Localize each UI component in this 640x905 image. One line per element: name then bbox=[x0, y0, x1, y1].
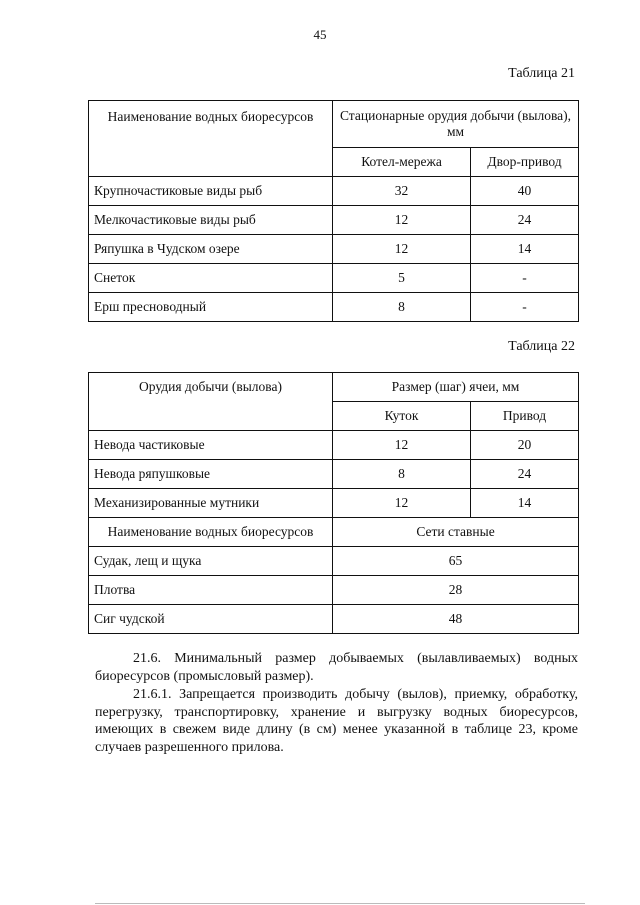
table-cell-name: Судак, лещ и щука bbox=[89, 547, 333, 576]
table-row bbox=[89, 206, 579, 235]
table-22-second-name-header: Наименование водных биоресурсов bbox=[89, 518, 333, 547]
page-bottom-divider bbox=[95, 903, 585, 904]
table-cell-value: 48 bbox=[333, 605, 579, 634]
table-cell-value: 24 bbox=[471, 460, 579, 489]
table-22-subheader: Привод bbox=[471, 402, 579, 431]
table-cell-name: Снеток bbox=[89, 264, 333, 293]
table-cell-value: - bbox=[471, 293, 579, 322]
table-21 bbox=[88, 100, 579, 322]
table-row bbox=[89, 293, 579, 322]
table-cell-value: 20 bbox=[471, 431, 579, 460]
table-cell-value: 14 bbox=[471, 235, 579, 264]
table-row bbox=[89, 576, 579, 605]
table-cell-value: 24 bbox=[471, 206, 579, 235]
table-cell-value: 40 bbox=[471, 177, 579, 206]
table-cell-name: Плотва bbox=[89, 576, 333, 605]
table-cell-name: Мелкочастиковые виды рыб bbox=[89, 206, 333, 235]
table-cell-name: Сиг чудской bbox=[89, 605, 333, 634]
table-cell-value: 8 bbox=[333, 460, 471, 489]
table-21-subheader: Двор-привод bbox=[471, 148, 579, 177]
table-22-name-header: Орудия добычи (вылова) bbox=[89, 373, 333, 431]
table-cell-value: 12 bbox=[333, 206, 471, 235]
page-number: 45 bbox=[313, 27, 327, 42]
table-cell-name: Крупночастиковые виды рыб bbox=[89, 177, 333, 206]
paragraph-21-6-1: 21.6.1. Запрещается производить добычу (вылов), приемку, обработку, перегрузку, транспортировку, хранение и выгрузку водных биоресурсов, имеющих в свежем виде длину (в см) менее указанной в таблице 23, кроме случаев разрешенного прилова. bbox=[95, 687, 578, 755]
table-row bbox=[89, 177, 579, 206]
table-cell-name: Невода частиковые bbox=[89, 431, 333, 460]
table-cell-name: Механизированные мутники bbox=[89, 489, 333, 518]
table-22-second-group-header: Сети ставные bbox=[333, 518, 579, 547]
paragraph-21-6: 21.6. Минимальный размер добываемых (вылавливаемых) водных биоресурсов (промысловый размер). bbox=[95, 651, 578, 684]
table-cell-name: Ряпушка в Чудском озере bbox=[89, 235, 333, 264]
table-row bbox=[89, 460, 579, 489]
table-cell-value: 5 bbox=[333, 264, 471, 293]
table-row bbox=[89, 547, 579, 576]
table-cell-value: - bbox=[471, 264, 579, 293]
table-cell-value: 28 bbox=[333, 576, 579, 605]
table-cell-name: Ерш пресноводный bbox=[89, 293, 333, 322]
table-cell-value: 65 bbox=[333, 547, 579, 576]
table-cell-name: Невода ряпушковые bbox=[89, 460, 333, 489]
table-21-name-header: Наименование водных биоресурсов bbox=[89, 101, 333, 177]
table-21-subheader: Котел-мережа bbox=[333, 148, 471, 177]
table-22-subheader: Куток bbox=[333, 402, 471, 431]
table-cell-value: 8 bbox=[333, 293, 471, 322]
table-cell-value: 14 bbox=[471, 489, 579, 518]
table-row bbox=[89, 605, 579, 634]
table-row bbox=[89, 489, 579, 518]
table-row bbox=[89, 264, 579, 293]
table-22 bbox=[88, 372, 579, 634]
table-row bbox=[89, 235, 579, 264]
table-cell-value: 12 bbox=[333, 431, 471, 460]
table-cell-value: 12 bbox=[333, 235, 471, 264]
table-cell-value: 32 bbox=[333, 177, 471, 206]
table-row bbox=[89, 431, 579, 460]
table-22-group-header: Размер (шаг) ячеи, мм bbox=[333, 373, 579, 402]
table-cell-value: 12 bbox=[333, 489, 471, 518]
table-22-caption: Таблица 22 bbox=[508, 339, 575, 354]
table-21-group-header: Стационарные орудия добычи (вылова), мм bbox=[333, 101, 579, 148]
table-21-caption: Таблица 21 bbox=[508, 66, 575, 81]
